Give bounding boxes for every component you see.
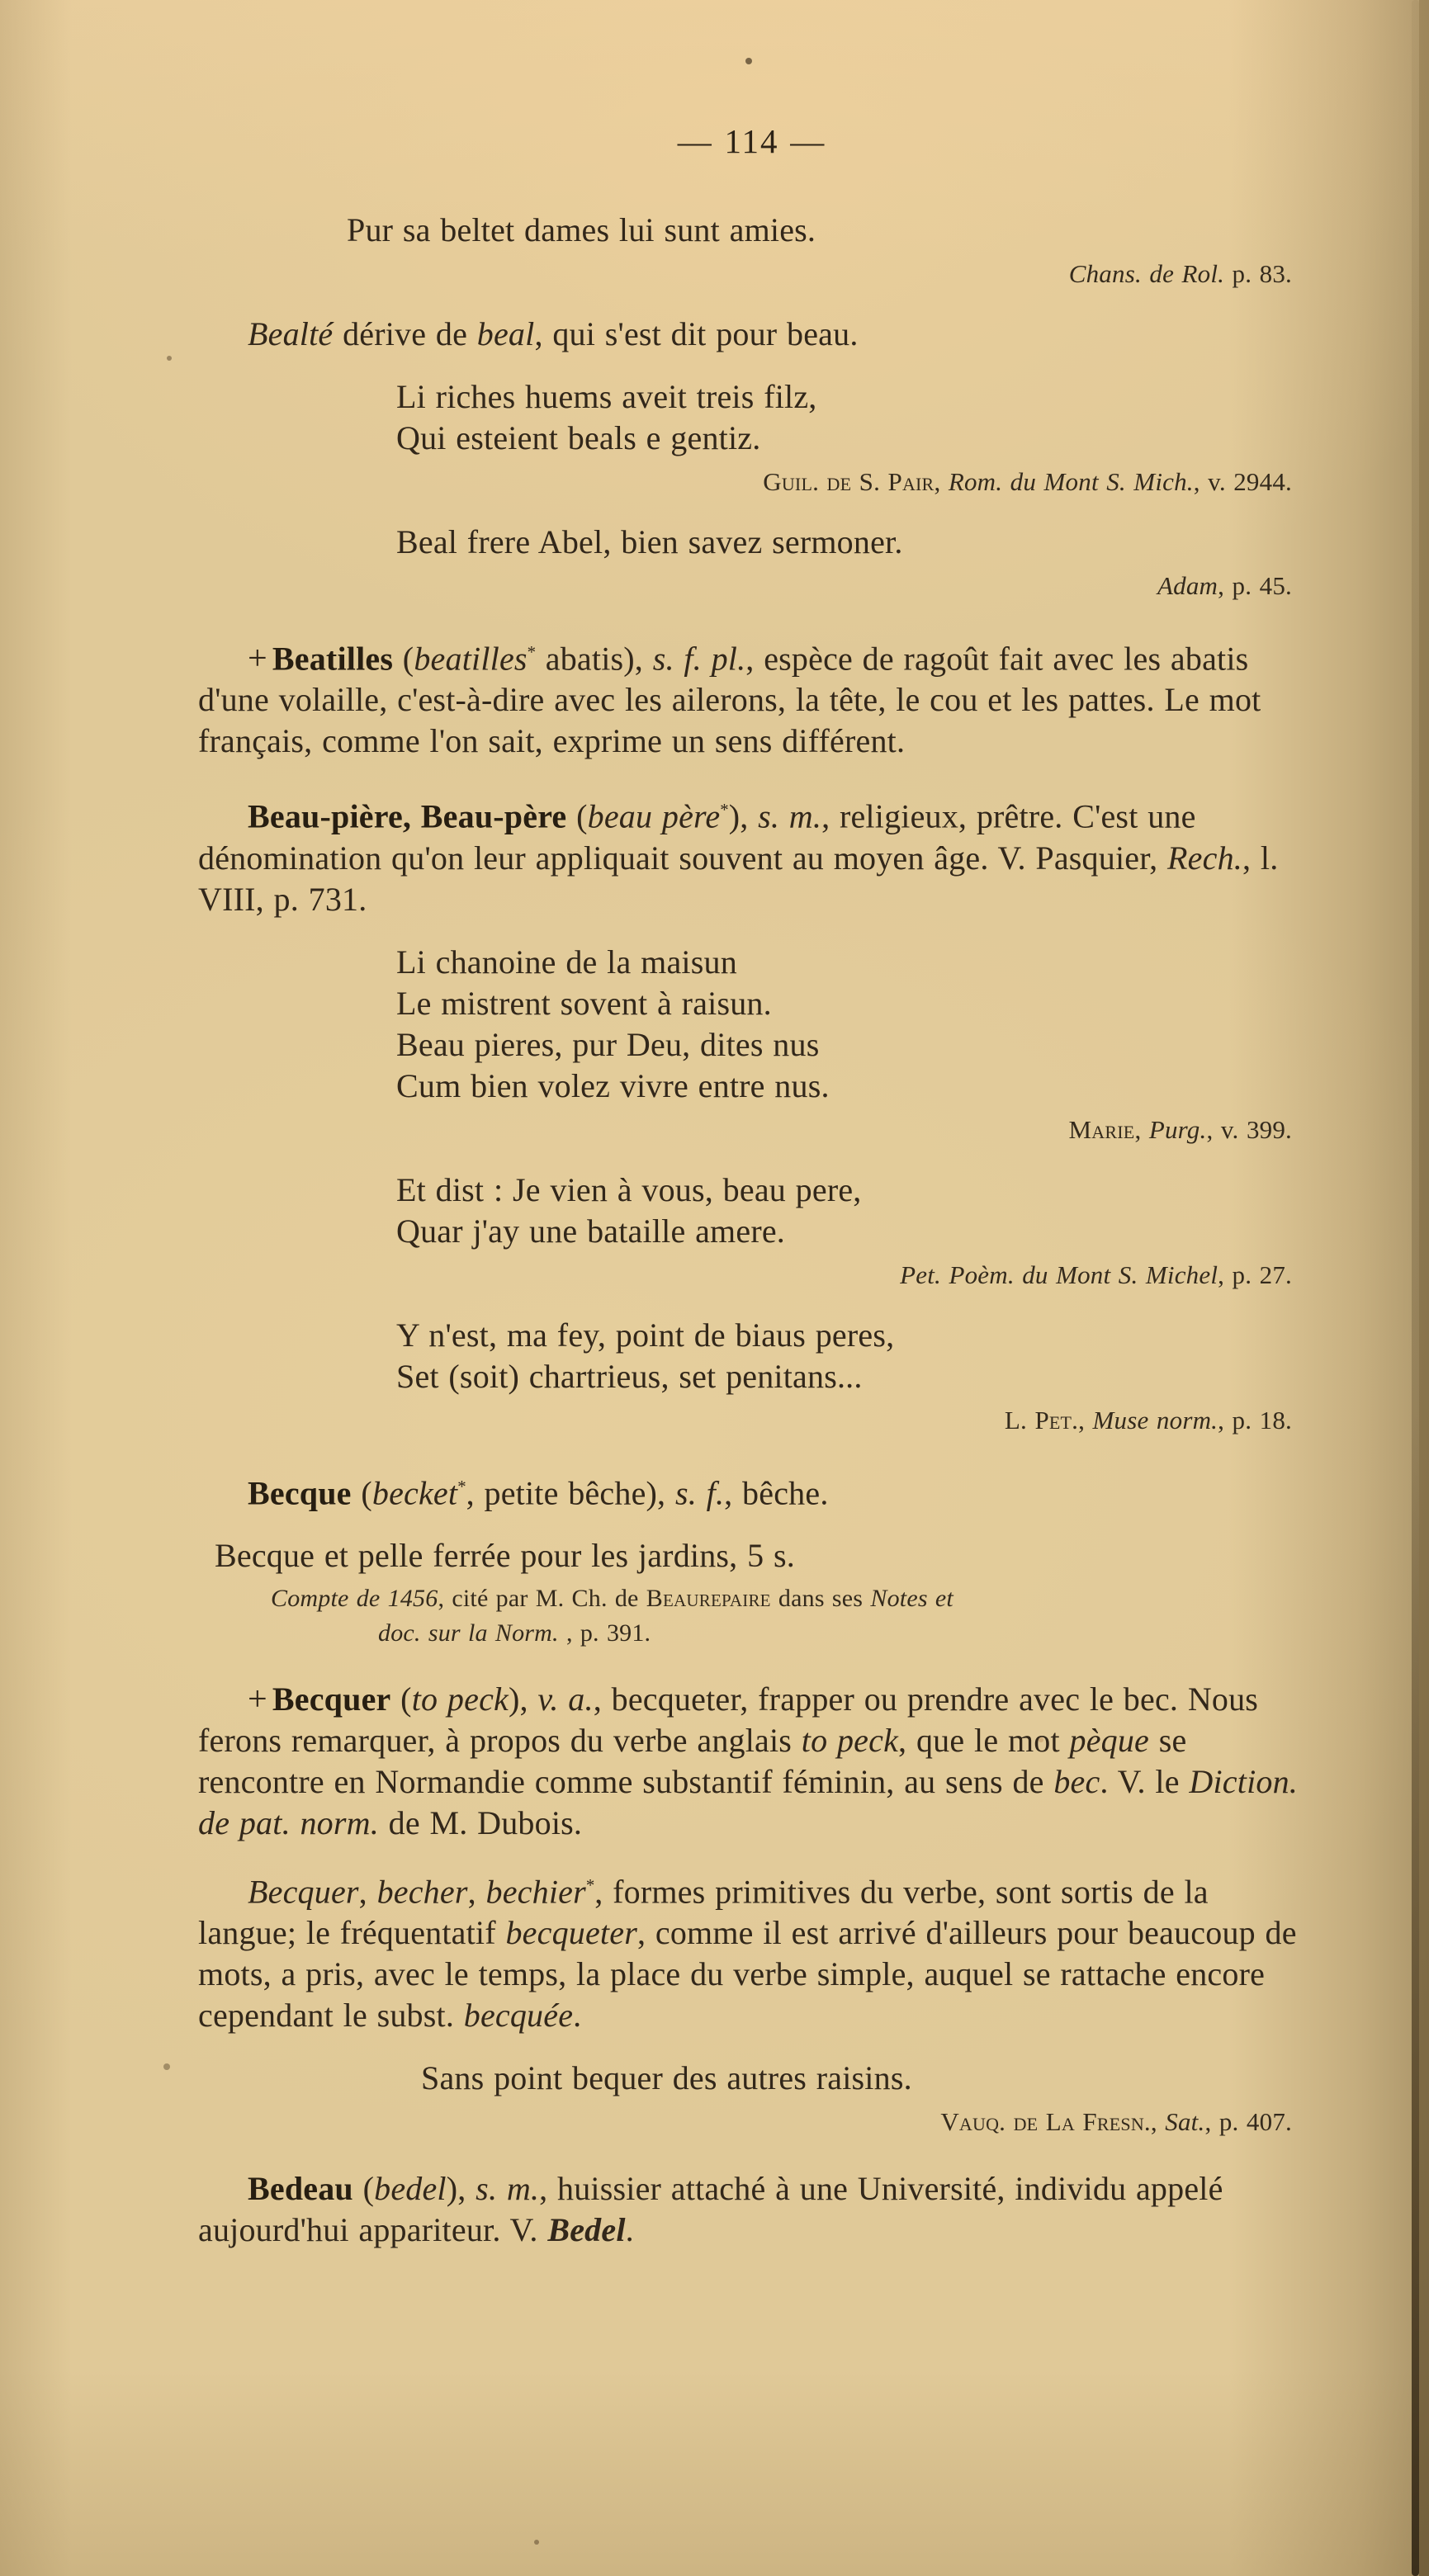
verse-quote-li-chanoine xyxy=(198,942,1305,1148)
verse-line: Cum bien volez vivre entre nus. xyxy=(396,1066,830,1104)
text-run: dans ses xyxy=(770,1584,871,1612)
dictionary-entry-becque xyxy=(198,1467,1305,1514)
word-bealte: Bealté xyxy=(248,315,334,352)
cross-reference-bedel: Bedel xyxy=(547,2211,626,2249)
verse-line: Qui esteient beals e gentiz. xyxy=(396,419,761,456)
citation-author: Guil. de S. Pair xyxy=(763,467,935,496)
etymon: to peck xyxy=(411,1680,509,1718)
italic-term: becher xyxy=(376,1873,468,1911)
citation-compte-1456 xyxy=(198,1581,1305,1651)
italic-term: bec xyxy=(1053,1762,1100,1800)
grammar-label: s. f. xyxy=(674,1473,725,1511)
citation-line-2 xyxy=(378,1616,1305,1651)
definition-text: , becqueter, frapper ou prendre avec le bec. Nous ferons remarquer, à propos du verbe anglais xyxy=(198,1680,1259,1759)
page-number: — 114 — xyxy=(677,122,826,160)
text-run: ( xyxy=(393,640,414,678)
dictionary-entry-becquer xyxy=(198,1679,1305,1844)
text-run: , xyxy=(1134,1114,1149,1144)
verse-line: Quar j'ay une bataille amere. xyxy=(396,1212,785,1250)
verse-line: Beau pieres, pur Deu, dites nus xyxy=(396,1025,820,1063)
etymon: beau père xyxy=(587,797,721,835)
headword-bedeau: Bedeau xyxy=(248,2170,353,2208)
verse-line: Li riches huems aveit treis filz, xyxy=(396,378,817,415)
verse-line: Le mistrent sovent à raisun. xyxy=(396,984,772,1022)
asterisk-note-mark: * xyxy=(527,643,537,662)
dictionary-entry-bedeau xyxy=(198,2168,1305,2251)
text-run: abatis), xyxy=(536,640,653,678)
text-run: , xyxy=(1150,2107,1166,2137)
citation-work: Notes et xyxy=(870,1584,953,1612)
citation-source: Compte de 1456 xyxy=(271,1584,438,1612)
verse-line: Y n'est, ma fey, point de biaus peres, xyxy=(396,1316,895,1354)
definition-text: , espèce de ragoût fait avec les abatis d'une volaille, c'est-à-dire avec les ailerons, la tête, le cou et les pattes. Le mot français, comme l'on sait, exprime un sens différent. xyxy=(198,640,1261,760)
citation-work: Adam xyxy=(1157,571,1218,600)
verse-line: Li chanoine de la maisun xyxy=(396,943,737,981)
text-run: ( xyxy=(566,797,588,835)
citation-marie-purg xyxy=(198,1112,1305,1148)
reference-work: Rech. xyxy=(1167,839,1242,877)
dictionary-entry-beau-piere xyxy=(198,790,1305,919)
italic-term: becqueter xyxy=(505,1914,637,1952)
italic-term: becquée xyxy=(463,1997,574,2035)
citation-work: Sat. xyxy=(1165,2107,1205,2137)
dagger-cross-mark: + xyxy=(248,1680,267,1718)
italic-term: Becquer xyxy=(248,1873,359,1911)
dagger-cross-mark: + xyxy=(248,640,267,678)
text-run: , que le mot xyxy=(898,1721,1070,1759)
etymon: becket xyxy=(371,1473,458,1511)
text-run: , formes primitives du verbe, sont sortis de la langue; le fréquentatif xyxy=(198,1873,1209,1952)
text-run: ), xyxy=(728,797,759,835)
citation-adam xyxy=(198,568,1305,604)
grammar-label: v. a. xyxy=(537,1680,594,1718)
definition-text: , bêche. xyxy=(724,1473,829,1511)
text-run: ( xyxy=(390,1680,412,1718)
citation-pet-poem xyxy=(198,1257,1305,1293)
citation-page: , p. 27. xyxy=(1218,1260,1292,1289)
dictionary-entry-beatilles xyxy=(198,632,1305,762)
verse-quote-beal-frere xyxy=(198,522,1305,604)
quote-line: Becque et pelle ferrée pour les jardins, 5 s. xyxy=(215,1536,795,1574)
citation-work: Chans. de Rol. xyxy=(1068,259,1225,288)
citation-page: , p. 45. xyxy=(1218,571,1292,600)
text-run: de M. Dubois. xyxy=(378,1803,583,1841)
verse-quote-sans-point xyxy=(198,2058,1305,2140)
text-run: . xyxy=(573,1997,582,2035)
definition-text: , religieux, prêtre. C'est une dénomination qu'on leur appliquait souvent au moyen âge. V. Pasquier, xyxy=(198,797,1196,877)
citation-author: Marie xyxy=(1068,1114,1135,1144)
citation-page: , p. 18. xyxy=(1218,1405,1292,1435)
text-run: , xyxy=(467,1873,486,1911)
verse-line: Beal frere Abel, bien savez sermoner. xyxy=(396,523,903,560)
text-run: , xyxy=(934,467,949,496)
italic-term: to peck xyxy=(801,1721,899,1759)
definition-text: , huissier attaché à une Université, individu appelé aujourd'hui appariteur. V. xyxy=(198,2170,1223,2249)
reference-work: Diction. de pat. norm. xyxy=(198,1762,1298,1841)
grammar-label: s. f. pl. xyxy=(652,640,746,678)
verse-line: Pur sa beltet dames lui sunt amies. xyxy=(347,211,816,248)
citation-vauq-fresn xyxy=(198,2104,1305,2140)
citation-page: , v. 2944. xyxy=(1193,467,1292,496)
headword-beau-piere: Beau-pière, Beau-père xyxy=(248,797,567,835)
citation-chans-de-rol xyxy=(198,256,1305,292)
headword-beatilles: Beatilles xyxy=(272,640,394,678)
citation-page: , p. 391. xyxy=(558,1619,651,1647)
text-run: , xyxy=(1078,1405,1093,1435)
grammar-label: s. m. xyxy=(758,797,822,835)
citation-page: , p. 407. xyxy=(1204,2107,1292,2137)
text-run: , xyxy=(358,1873,377,1911)
quote-becque-et-pelle xyxy=(198,1535,1305,1651)
citation-muse-norm xyxy=(198,1402,1305,1439)
citation-author: Vauq. de La Fresn. xyxy=(940,2107,1151,2137)
text-run: ( xyxy=(353,2170,375,2208)
citation-work: Rom. du Mont S. Mich. xyxy=(948,467,1194,496)
verse-quote-pur-sa-beltet xyxy=(198,210,1305,292)
text-run: dérive de xyxy=(333,315,477,352)
verse-line: Set (soit) chartrieus, set penitans... xyxy=(396,1357,863,1395)
paragraph-becquer-formes xyxy=(198,1865,1305,2036)
text-run: , l. VIII, p. 731. xyxy=(198,839,1279,918)
text-run: ), xyxy=(446,2170,476,2208)
verse-line: Et dist : Je vien à vous, beau pere, xyxy=(396,1170,862,1208)
citation-work: Purg. xyxy=(1148,1114,1207,1144)
asterisk-note-mark: * xyxy=(457,1477,466,1496)
italic-term: pèque xyxy=(1069,1721,1150,1759)
paragraph-bealte xyxy=(198,314,1305,355)
verse-quote-et-dist xyxy=(198,1170,1305,1293)
text-run: , cité par M. Ch. de xyxy=(438,1584,646,1612)
text-run: , petite bêche), xyxy=(466,1473,675,1511)
citation-page: , v. 399. xyxy=(1206,1114,1292,1144)
headword-becque: Becque xyxy=(248,1473,352,1511)
citation-author: Beaurepaire xyxy=(646,1584,771,1612)
text-run: ), xyxy=(509,1680,538,1718)
headword-becquer: Becquer xyxy=(272,1680,391,1718)
citation-rom-du-mont xyxy=(198,464,1305,500)
text-run: . V. le xyxy=(1100,1762,1190,1800)
text-run: , comme il est arrivé d'ailleurs pour beaucoup de mots, a pris, avec le temps, la place du verbe simple, auquel se rattache encore cependant le subst. xyxy=(198,1914,1297,2035)
asterisk-note-mark: * xyxy=(585,1875,595,1895)
verse-quote-y-nest xyxy=(198,1315,1305,1439)
citation-work: Pet. Poèm. du Mont S. Michel xyxy=(900,1260,1218,1289)
citation-work: doc. sur la Norm. xyxy=(378,1619,559,1647)
text-run: se rencontre en Normandie comme substantif féminin, au sens de xyxy=(198,1721,1187,1800)
citation-author: L. Pet. xyxy=(1004,1405,1079,1435)
asterisk-note-mark: * xyxy=(720,801,729,820)
verse-line: Sans point bequer des autres raisins. xyxy=(421,2059,912,2097)
word-beal: beal xyxy=(476,315,535,352)
citation-line-1 xyxy=(271,1581,1305,1616)
italic-term: bechier xyxy=(485,1873,586,1911)
text-run: ( xyxy=(351,1473,372,1511)
text-run: . xyxy=(625,2211,634,2249)
citation-work: Muse norm. xyxy=(1092,1405,1218,1435)
etymon: bedel xyxy=(374,2170,447,2208)
grammar-label: s. m. xyxy=(476,2170,540,2208)
citation-page: p. 83. xyxy=(1224,259,1292,288)
etymon: beatilles xyxy=(414,640,528,678)
text-run: , qui s'est dit pour beau. xyxy=(534,315,859,352)
verse-quote-li-riches xyxy=(198,376,1305,500)
